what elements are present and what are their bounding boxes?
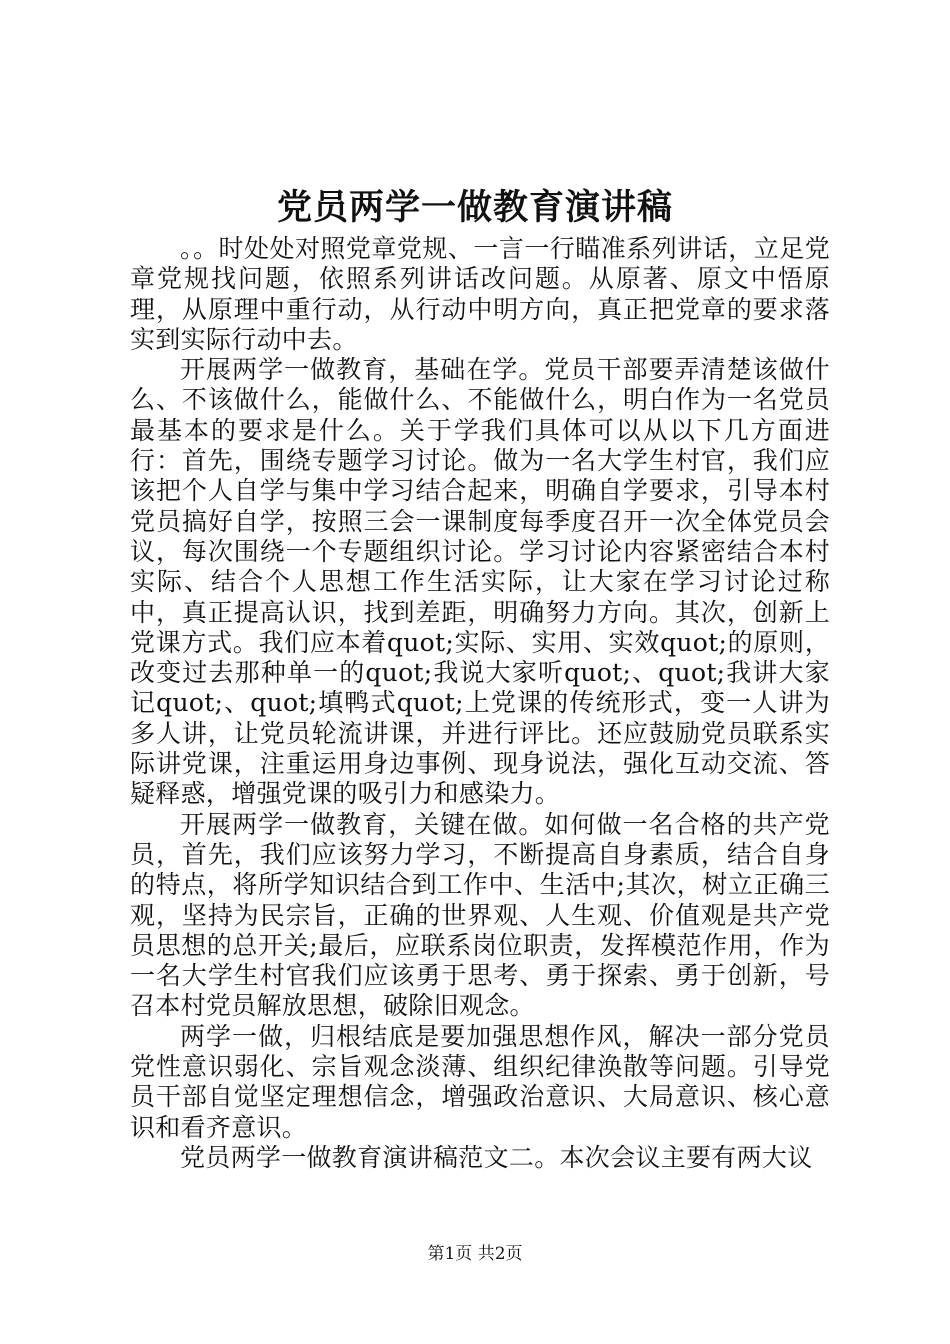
paragraph: 两学一做，归根结底是要加强思想作风，解决一部分党员党性意识弱化、宗旨观念淡薄、组织纪律涣散等问题。引导党员干部自觉坚定理想信念，增强政治意识、大局意识、核心意识和看齐意识。 (130, 1021, 830, 1142)
paragraph: 开展两学一做教育，基础在学。党员干部要弄清楚该做什么、不该做什么，能做什么、不能做什么，明白作为一名党员最基本的要求是什么。关于学我们具体可以从以下几方面进行：首先，围绕专题学习讨论。做为一名大学生村官，我们应该把个人自学与集中学习结合起来，明确自学要求，引导本村党员搞好自学，按照三会一课制度每季度召开一次全体党员会议，每次围绕一个专题组织讨论。学习讨论内容紧密结合本村实际、结合个人思想工作生活实际，让大家在学习讨论过称中，真正提高认识，找到差距，明确努力方向。其次，创新上党课方式。我们应本着quot;实际、实用、实效quot;的原则，改变过去那种单一的quot;我说大家听quot;、quot;我讲大家记quot;、quot;填鸭式quot;上党课的传统形式，变一人讲为多人讲，让党员轮流讲课，并进行评比。还应鼓励党员联系实际讲党课，注重运用身边事例、现身说法，强化互动交流、答疑释惑，增强党课的吸引力和感染力。 (130, 355, 830, 809)
paragraph: 开展两学一做教育，关键在做。如何做一名合格的共产党员，首先，我们应该努力学习，不断提高自身素质，结合自身的特点，将所学知识结合到工作中、生活中;其次，树立正确三观，坚持为民宗旨，正确的世界观、人生观、价值观是共产党员思想的总开关;最后，应联系岗位职责，发挥模范作用，作为一名大学生村官我们应该勇于思考、勇于探索、勇于创新，号召本村党员解放思想，破除旧观念。 (130, 809, 830, 1021)
paragraph: 。。时处处对照党章党规、一言一行瞄准系列讲话，立足党章党规找问题，依照系列讲话改问题。从原著、原文中悟原理，从原理中重行动，从行动中明方向，真正把党章的要求落实到实际行动中去。 (130, 234, 830, 354)
page-number-footer: 第1页 共2页 (427, 1244, 523, 1264)
document-body (130, 234, 830, 1173)
paragraph: 党员两学一做教育演讲稿范文二。本次会议主要有两大议 (180, 1142, 813, 1172)
document-title: 党员两学一做教育演讲稿 (276, 187, 673, 228)
